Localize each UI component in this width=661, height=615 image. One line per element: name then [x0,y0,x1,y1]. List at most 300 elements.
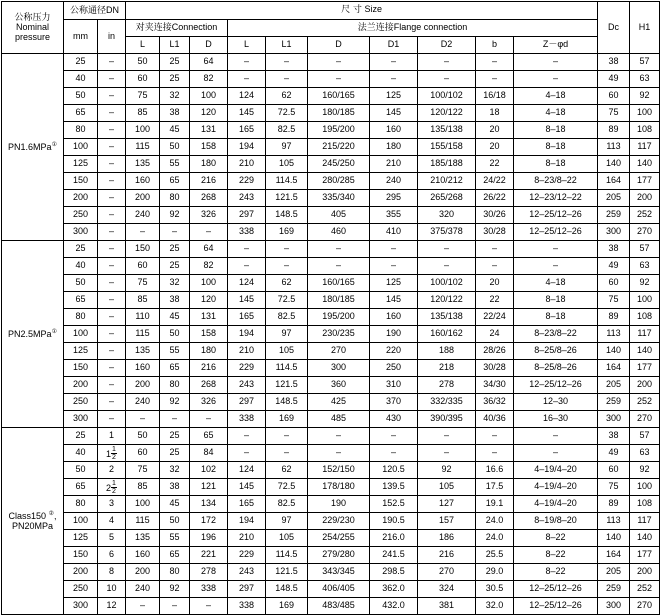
cell-flange-zd: 8–25/8–26 [514,343,598,360]
header-sub-D: D [190,37,228,54]
cell-flange-L: – [228,54,266,71]
cell-flange-D2: 135/138 [418,309,476,326]
cell-dn-mm: 50 [64,462,98,479]
header-h1: H1 [630,2,660,54]
header-nominal-pressure: 公称压力 Nominal pressure [2,2,64,54]
cell-flange-L1: – [266,258,308,275]
cell-flange-D1: 430 [370,411,418,428]
cell-h1: 252 [630,394,660,411]
cell-clamp-L1: 25 [160,445,190,462]
cell-flange-L: – [228,71,266,88]
cell-dn-mm: 80 [64,122,98,139]
cell-clamp-L: 150 [126,241,160,258]
cell-flange-b: – [476,71,514,88]
cell-clamp-L: 100 [126,496,160,513]
cell-h1: 92 [630,275,660,292]
cell-dc: 60 [598,275,630,292]
cell-dn-mm: 125 [64,343,98,360]
cell-flange-b: 30.5 [476,581,514,598]
table-row [2,394,660,411]
cell-flange-D1: – [370,258,418,275]
cell-flange-L: 297 [228,394,266,411]
cell-h1: 270 [630,598,660,615]
cell-clamp-L: 240 [126,581,160,598]
cell-clamp-D: 268 [190,377,228,394]
cell-dc: 205 [598,190,630,207]
cell-h1: 100 [630,292,660,309]
cell-flange-b: 30/28 [476,224,514,241]
cell-flange-b: – [476,445,514,462]
cell-clamp-D: 326 [190,394,228,411]
cell-dn-mm: 25 [64,241,98,258]
header-sub-flange-D: D [308,37,370,54]
cell-flange-D1: 295 [370,190,418,207]
cell-flange-zd: – [514,71,598,88]
cell-flange-L1: 97 [266,513,308,530]
cell-dn-in: 12 [98,598,126,615]
cell-flange-D2: 216 [418,547,476,564]
cell-dc: 60 [598,88,630,105]
cell-flange-D2: 100/102 [418,275,476,292]
cell-h1: 177 [630,360,660,377]
cell-clamp-D: 216 [190,360,228,377]
cell-flange-zd: 8–23/8–22 [514,173,598,190]
cell-flange-D1: 125 [370,275,418,292]
cell-clamp-L1: 45 [160,122,190,139]
cell-flange-D2: 332/335 [418,394,476,411]
table-row [2,479,660,496]
cell-flange-L1: 97 [266,326,308,343]
cell-dn-in: 4 [98,513,126,530]
cell-dn-mm: 80 [64,496,98,513]
cell-flange-b: 22/24 [476,309,514,326]
cell-dn-in: – [98,105,126,122]
table-row [2,598,660,615]
cell-flange-D2: 390/395 [418,411,476,428]
cell-flange-L1: 169 [266,411,308,428]
cell-dn-in: – [98,71,126,88]
table-row [2,88,660,105]
cell-flange-L1: 62 [266,88,308,105]
cell-h1: 270 [630,411,660,428]
cell-dn-in: – [98,241,126,258]
cell-flange-b: 24.0 [476,513,514,530]
cell-dn-in: – [98,139,126,156]
table-header-row-2 [2,20,660,37]
cell-clamp-L: 50 [126,54,160,71]
cell-flange-b: – [476,241,514,258]
cell-flange-zd: 4–19/4–20 [514,496,598,513]
cell-flange-D1: 370 [370,394,418,411]
cell-flange-b: 16/18 [476,88,514,105]
cell-flange-D: 190 [308,496,370,513]
cell-flange-L: 124 [228,462,266,479]
spec-table-sheet [0,1,661,611]
cell-flange-D2: 186 [418,530,476,547]
cell-clamp-L: 240 [126,394,160,411]
cell-h1: 117 [630,513,660,530]
cell-clamp-D: 120 [190,292,228,309]
cell-flange-L1: 105 [266,530,308,547]
cell-clamp-L1: 32 [160,462,190,479]
cell-dc: 113 [598,139,630,156]
cell-clamp-L: – [126,411,160,428]
cell-flange-D2: 92 [418,462,476,479]
cell-h1: 57 [630,428,660,445]
cell-flange-D: 270 [308,343,370,360]
cell-dc: 89 [598,496,630,513]
cell-dn-in: 2 [98,462,126,479]
cell-h1: 200 [630,190,660,207]
cell-clamp-L: 135 [126,530,160,547]
cell-flange-zd: – [514,428,598,445]
cell-flange-D2: – [418,428,476,445]
cell-flange-D1: 145 [370,292,418,309]
cell-dn-mm: 250 [64,394,98,411]
cell-flange-D: 483/485 [308,598,370,615]
cell-dn-in: – [98,122,126,139]
cell-flange-b: 24.0 [476,530,514,547]
table-row [2,343,660,360]
cell-flange-b: 22 [476,156,514,173]
cell-dc: 259 [598,394,630,411]
cell-dn-in: – [98,309,126,326]
cell-clamp-L1: 65 [160,547,190,564]
cell-clamp-L1: 80 [160,377,190,394]
cell-h1: 92 [630,88,660,105]
table-header-row-1 [2,2,660,20]
cell-clamp-L1: 50 [160,326,190,343]
cell-clamp-D: 278 [190,564,228,581]
cell-flange-D1: 160 [370,122,418,139]
cell-clamp-L: 160 [126,547,160,564]
cell-flange-zd: – [514,445,598,462]
cell-dn-mm: 125 [64,530,98,547]
cell-dn-mm: 25 [64,54,98,71]
cell-clamp-L1: 38 [160,479,190,496]
cell-flange-L1: 169 [266,598,308,615]
table-row [2,105,660,122]
cell-flange-D2: – [418,258,476,275]
cell-dc: 259 [598,581,630,598]
cell-flange-D: 229/230 [308,513,370,530]
cell-dc: 38 [598,428,630,445]
cell-h1: 63 [630,258,660,275]
cell-dn-in: 10 [98,581,126,598]
cell-dn-mm: 150 [64,173,98,190]
cell-clamp-D: 180 [190,343,228,360]
cell-dn-mm: 300 [64,224,98,241]
cell-clamp-D: 102 [190,462,228,479]
cell-flange-zd: 12–23/12–22 [514,190,598,207]
table-row [2,258,660,275]
cell-dn-mm: 125 [64,156,98,173]
cell-dn-mm: 50 [64,275,98,292]
cell-flange-D: 280/285 [308,173,370,190]
cell-dc: 140 [598,156,630,173]
cell-flange-b: 32.0 [476,598,514,615]
cell-dn-mm: 300 [64,598,98,615]
cell-flange-L1: – [266,445,308,462]
cell-dc: 75 [598,105,630,122]
cell-flange-D: 180/185 [308,292,370,309]
cell-flange-L: 229 [228,547,266,564]
cell-flange-zd: 4–18 [514,88,598,105]
header-sub-D1: D1 [370,37,418,54]
cell-clamp-L1: 55 [160,156,190,173]
cell-flange-zd: 8–22 [514,530,598,547]
cell-flange-D2: 135/138 [418,122,476,139]
cell-flange-b: 17.5 [476,479,514,496]
cell-flange-D: 180/185 [308,105,370,122]
cell-flange-D2: 105 [418,479,476,496]
cell-flange-D2: 160/162 [418,326,476,343]
cell-clamp-L1: 45 [160,309,190,326]
cell-flange-D: 360 [308,377,370,394]
cell-clamp-D: 65 [190,428,228,445]
cell-h1: 252 [630,207,660,224]
cell-h1: 63 [630,445,660,462]
cell-flange-D: 152/150 [308,462,370,479]
cell-flange-L1: 62 [266,275,308,292]
cell-flange-L: 165 [228,122,266,139]
cell-h1: 177 [630,547,660,564]
cell-flange-b: 20 [476,275,514,292]
cell-flange-L1: 105 [266,156,308,173]
header-size: 尺 寸 Size [126,2,598,20]
cell-clamp-L1: 25 [160,71,190,88]
cell-flange-D: – [308,241,370,258]
header-sub-Zd: Z－φd [514,37,598,54]
cell-flange-D: – [308,445,370,462]
cell-flange-D1: 355 [370,207,418,224]
table-row [2,139,660,156]
cell-flange-L: 338 [228,598,266,615]
cell-dn-mm: 150 [64,547,98,564]
cell-flange-zd: 8–18 [514,122,598,139]
cell-flange-D2: 157 [418,513,476,530]
cell-clamp-D: – [190,224,228,241]
cell-flange-b: – [476,258,514,275]
cell-clamp-L: 135 [126,343,160,360]
cell-flange-b: 29.0 [476,564,514,581]
cell-flange-b: 40/36 [476,411,514,428]
cell-dc: 259 [598,207,630,224]
cell-clamp-L: 100 [126,122,160,139]
cell-h1: 92 [630,462,660,479]
cell-dc: 49 [598,71,630,88]
cell-flange-D2: – [418,445,476,462]
table-row [2,496,660,513]
cell-dc: 140 [598,530,630,547]
cell-h1: 117 [630,139,660,156]
cell-flange-L1: 121.5 [266,190,308,207]
cell-clamp-L1: 32 [160,88,190,105]
cell-dc: 38 [598,54,630,71]
cell-flange-D1: 145 [370,105,418,122]
cell-flange-L: 229 [228,173,266,190]
cell-clamp-D: 121 [190,479,228,496]
cell-dn-in: – [98,360,126,377]
cell-dn-mm: 200 [64,564,98,581]
cell-flange-L1: 121.5 [266,377,308,394]
cell-clamp-L: 75 [126,462,160,479]
cell-flange-b: 34/30 [476,377,514,394]
cell-dn-mm: 200 [64,190,98,207]
table-row [2,309,660,326]
cell-flange-D1: 190.5 [370,513,418,530]
group-label-1: PN1.6MPa① [2,54,64,241]
cell-flange-zd: 4–18 [514,275,598,292]
cell-flange-D2: 120/122 [418,292,476,309]
cell-flange-D2: – [418,54,476,71]
cell-flange-zd: – [514,54,598,71]
cell-flange-D: 178/180 [308,479,370,496]
table-row [2,411,660,428]
cell-flange-zd: 12–25/12–26 [514,207,598,224]
cell-clamp-D: – [190,598,228,615]
cell-flange-L: 297 [228,207,266,224]
cell-clamp-D: – [190,411,228,428]
cell-clamp-L: 75 [126,88,160,105]
cell-flange-b: 36/32 [476,394,514,411]
cell-h1: 57 [630,241,660,258]
cell-flange-zd: 8–19/8–20 [514,513,598,530]
cell-flange-b: 26/22 [476,190,514,207]
cell-clamp-D: 221 [190,547,228,564]
header-nominal-dn: 公称通径DN [64,2,126,20]
cell-flange-zd: – [514,258,598,275]
cell-flange-L: 210 [228,343,266,360]
cell-clamp-D: 338 [190,581,228,598]
cell-flange-L: 124 [228,275,266,292]
cell-flange-D2: 188 [418,343,476,360]
cell-clamp-L: 60 [126,445,160,462]
cell-h1: 140 [630,530,660,547]
cell-flange-L: – [228,445,266,462]
cell-clamp-L: 50 [126,428,160,445]
table-row [2,241,660,258]
cell-clamp-D: 131 [190,309,228,326]
cell-dn-in: – [98,190,126,207]
cell-flange-L1: 148.5 [266,581,308,598]
cell-clamp-L1: 80 [160,190,190,207]
cell-dn-in: – [98,394,126,411]
cell-flange-L1: 114.5 [266,360,308,377]
cell-flange-L: 210 [228,530,266,547]
header-sub-flange-L: L [228,37,266,54]
cell-flange-L: – [228,258,266,275]
cell-flange-D1: 125 [370,88,418,105]
cell-flange-L1: 62 [266,462,308,479]
cell-dn-mm: 40 [64,258,98,275]
group-label-3: Class150 ②, PN20MPa [2,428,64,615]
cell-flange-zd: – [514,241,598,258]
cell-flange-b: – [476,54,514,71]
cell-h1: 108 [630,496,660,513]
cell-h1: 63 [630,71,660,88]
cell-flange-D1: 241.5 [370,547,418,564]
cell-clamp-L: 85 [126,479,160,496]
table-row [2,275,660,292]
cell-flange-D1: 432.0 [370,598,418,615]
cell-dn-in: – [98,207,126,224]
cell-flange-b: 16.6 [476,462,514,479]
cell-clamp-D: 268 [190,190,228,207]
cell-flange-L: 194 [228,139,266,156]
cell-flange-D2: 278 [418,377,476,394]
table-row [2,547,660,564]
cell-flange-D2: 127 [418,496,476,513]
cell-dc: 300 [598,411,630,428]
cell-flange-D1: 362.0 [370,581,418,598]
cell-dc: 164 [598,360,630,377]
cell-clamp-L: 160 [126,360,160,377]
cell-dn-mm: 80 [64,309,98,326]
cell-dn-in: – [98,292,126,309]
cell-clamp-L: 110 [126,309,160,326]
cell-clamp-D: 82 [190,71,228,88]
cell-dn-in: 8 [98,564,126,581]
cell-clamp-L1: – [160,598,190,615]
cell-flange-zd: 4–18 [514,105,598,122]
cell-flange-b: 24/22 [476,173,514,190]
cell-flange-D2: 210/212 [418,173,476,190]
cell-clamp-L1: 55 [160,530,190,547]
cell-flange-zd: 8–22 [514,547,598,564]
cell-h1: 117 [630,326,660,343]
cell-clamp-L1: 50 [160,139,190,156]
cell-flange-zd: 8–18 [514,309,598,326]
cell-flange-D1: 310 [370,377,418,394]
cell-clamp-L: 115 [126,326,160,343]
cell-flange-D1: 139.5 [370,479,418,496]
cell-dn-mm: 65 [64,105,98,122]
cell-clamp-D: 134 [190,496,228,513]
cell-clamp-D: 131 [190,122,228,139]
cell-flange-D1: – [370,428,418,445]
cell-flange-L1: 82.5 [266,309,308,326]
cell-dn-in: 2 $\frac{1}{2}$ [98,479,126,496]
cell-flange-b: 22 [476,292,514,309]
cell-dn-in: – [98,156,126,173]
cell-dc: 49 [598,258,630,275]
cell-h1: 140 [630,156,660,173]
cell-flange-zd: 4–19/4–20 [514,462,598,479]
cell-clamp-L: 200 [126,377,160,394]
cell-dc: 75 [598,292,630,309]
cell-clamp-D: 84 [190,445,228,462]
cell-dn-mm: 40 [64,445,98,462]
cell-flange-D1: 216.0 [370,530,418,547]
cell-flange-D2: 324 [418,581,476,598]
cell-flange-zd: 8–22 [514,564,598,581]
cell-clamp-L1: 80 [160,564,190,581]
table-row [2,292,660,309]
cell-flange-D1: – [370,445,418,462]
cell-flange-L: 297 [228,581,266,598]
cell-flange-b: 18 [476,105,514,122]
cell-flange-L: 338 [228,224,266,241]
cell-clamp-L1: 50 [160,513,190,530]
cell-flange-L: 338 [228,411,266,428]
cell-flange-D1: 298.5 [370,564,418,581]
table-row [2,173,660,190]
cell-flange-D2: 381 [418,598,476,615]
table-row [2,190,660,207]
cell-clamp-D: 216 [190,173,228,190]
header-sub-L1: L1 [160,37,190,54]
